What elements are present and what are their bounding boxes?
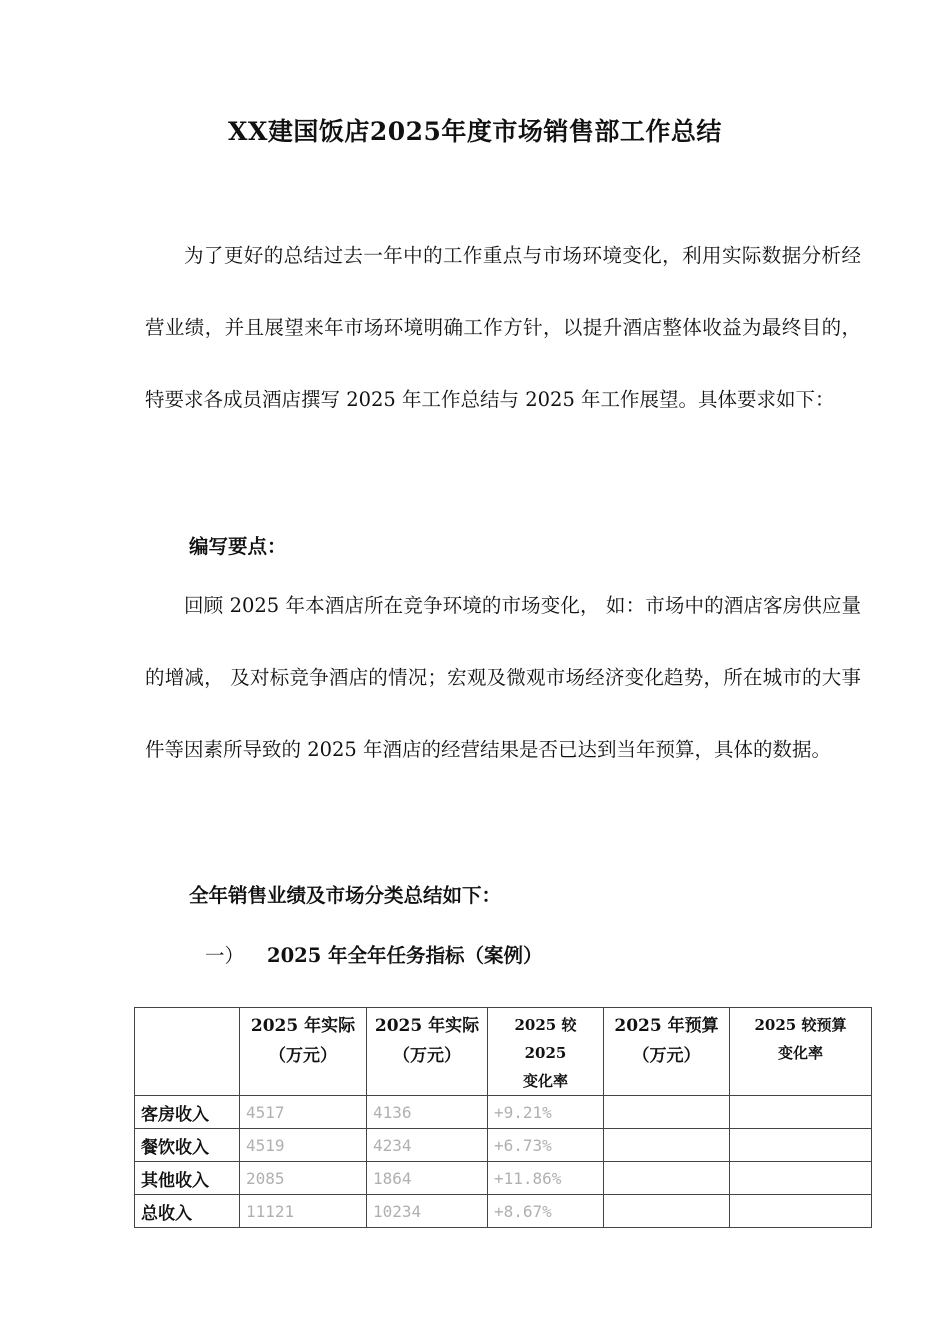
table-header-cell: 2025 较 2025 变化率 — [488, 1008, 604, 1096]
table-row — [135, 1162, 872, 1195]
table-cell: 1864 — [367, 1162, 488, 1195]
table-cell — [604, 1096, 730, 1129]
document-title: XX建国饭店2025年度市场销售部工作总结 — [228, 117, 722, 146]
table-cell: +11.86% — [488, 1162, 604, 1195]
row-label: 餐饮收入 — [135, 1129, 240, 1162]
table-cell — [730, 1162, 872, 1195]
table-header-cell — [135, 1008, 240, 1096]
table-cell — [604, 1195, 730, 1228]
table-row — [135, 1096, 872, 1129]
table-cell: +6.73% — [488, 1129, 604, 1162]
table-cell: 11121 — [240, 1195, 367, 1228]
table-cell — [730, 1195, 872, 1228]
subsection-title: 2025 年全年任务指标（案例） — [267, 944, 543, 967]
table-cell: 10234 — [367, 1195, 488, 1228]
table-row — [135, 1195, 872, 1228]
table-cell — [604, 1162, 730, 1195]
subsection-heading — [205, 940, 543, 968]
table-cell: 4517 — [240, 1096, 367, 1129]
table-cell — [604, 1129, 730, 1162]
row-label: 其他收入 — [135, 1162, 240, 1195]
revenue-table — [134, 1007, 872, 1228]
table-cell — [730, 1096, 872, 1129]
table-row — [135, 1129, 872, 1162]
subsection-number: 一） — [205, 944, 245, 967]
intro-paragraph: 为了更好的总结过去一年中的工作重点与市场环境变化，利用实际数据分析经营业绩，并且展望来年市场环境明确工作方针，以提升酒店整体收益为最终目的，特要求各成员酒店撰写 2025 年工作总结与 2025 年工作展望。具体要求如下： — [145, 244, 861, 411]
table-cell: +8.67% — [488, 1195, 604, 1228]
section-heading-sales-summary: 全年销售业绩及市场分类总结如下： — [189, 884, 502, 907]
section-heading-writing-points: 编写要点： — [189, 535, 287, 558]
table-header-cell: 2025 年预算 （万元） — [604, 1008, 730, 1096]
table-cell: 2085 — [240, 1162, 367, 1195]
table-cell: +9.21% — [488, 1096, 604, 1129]
table-header-cell: 2025 较预算 变化率 — [730, 1008, 872, 1096]
table-cell: 4519 — [240, 1129, 367, 1162]
row-label: 客房收入 — [135, 1096, 240, 1129]
review-paragraph: 回顾 2025 年本酒店所在竞争环境的市场变化， 如：市场中的酒店客房供应量的增减， 及对标竞争酒店的情况；宏观及微观市场经济变化趋势，所在城市的大事件等因素所导致的 2025 年酒店的经营结果是否已达到当年预算，具体的数据。 — [145, 594, 861, 761]
row-label: 总收入 — [135, 1195, 240, 1228]
table-header-row — [135, 1008, 872, 1096]
table-header-cell: 2025 年实际 （万元） — [367, 1008, 488, 1096]
table-header-cell: 2025 年实际 （万元） — [240, 1008, 367, 1096]
table-cell — [730, 1129, 872, 1162]
table-cell: 4136 — [367, 1096, 488, 1129]
table-cell: 4234 — [367, 1129, 488, 1162]
